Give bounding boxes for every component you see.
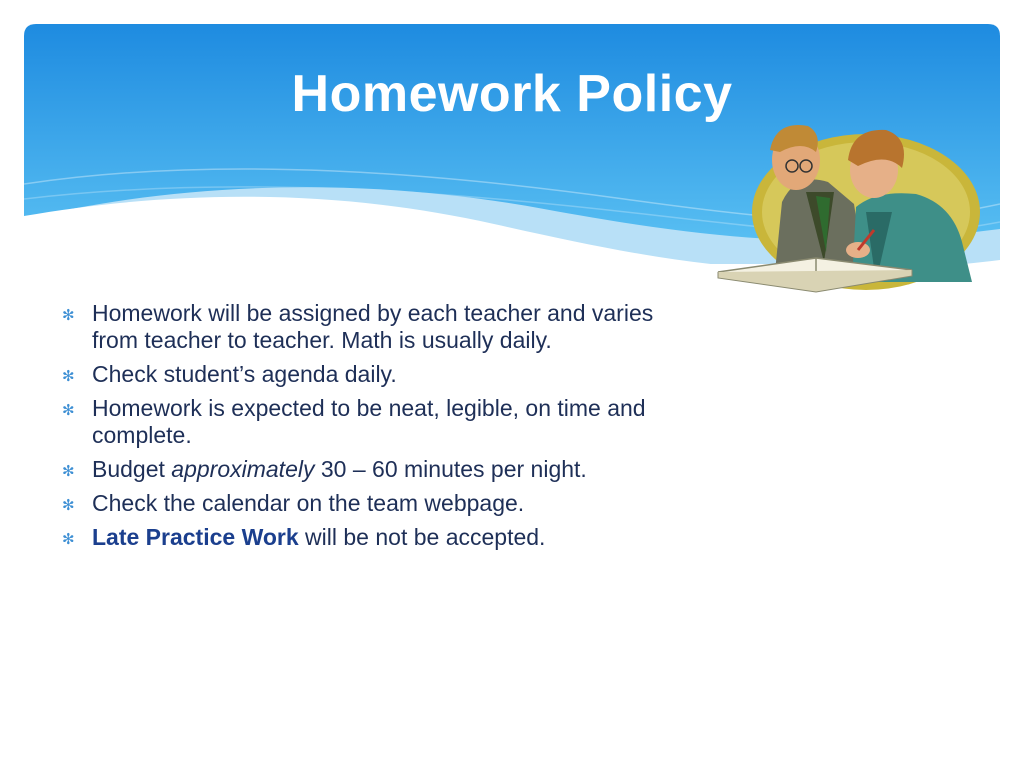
bullet-text-before: Budget <box>92 456 172 482</box>
bullet-text-after: will be not be accepted. <box>298 524 546 550</box>
bullet-item <box>58 524 678 551</box>
bullet-asterisk-icon: ✻ <box>62 368 75 385</box>
bullet-text-italic: approximately <box>171 456 315 482</box>
bullet-asterisk-icon: ✻ <box>62 307 75 324</box>
teacher-student-clipart-icon <box>716 112 980 294</box>
bullet-item <box>58 300 678 354</box>
bullet-asterisk-icon: ✻ <box>62 531 75 548</box>
bullet-item <box>58 456 678 483</box>
bullet-text: Homework will be assigned by each teacher and varies from teacher to teacher. Math is usually daily. <box>92 300 654 353</box>
bullet-asterisk-icon: ✻ <box>62 463 75 480</box>
slide-title: Homework Policy <box>291 65 733 123</box>
bullet-text: Check the calendar on the team webpage. <box>92 490 525 516</box>
bullet-item <box>58 361 678 388</box>
bullet-item <box>58 395 678 449</box>
bullet-text: Homework is expected to be neat, legible, on time and complete. <box>92 395 646 448</box>
bullet-text-after: 30 – 60 minutes per night. <box>314 456 587 482</box>
bullet-asterisk-icon: ✻ <box>62 402 75 419</box>
bullet-list <box>58 300 678 558</box>
bullet-text: Check student’s agenda daily. <box>92 361 397 387</box>
bullet-asterisk-icon: ✻ <box>62 497 75 514</box>
bullet-text-bold: Late Practice Work <box>92 524 299 550</box>
bullet-item <box>58 490 678 517</box>
